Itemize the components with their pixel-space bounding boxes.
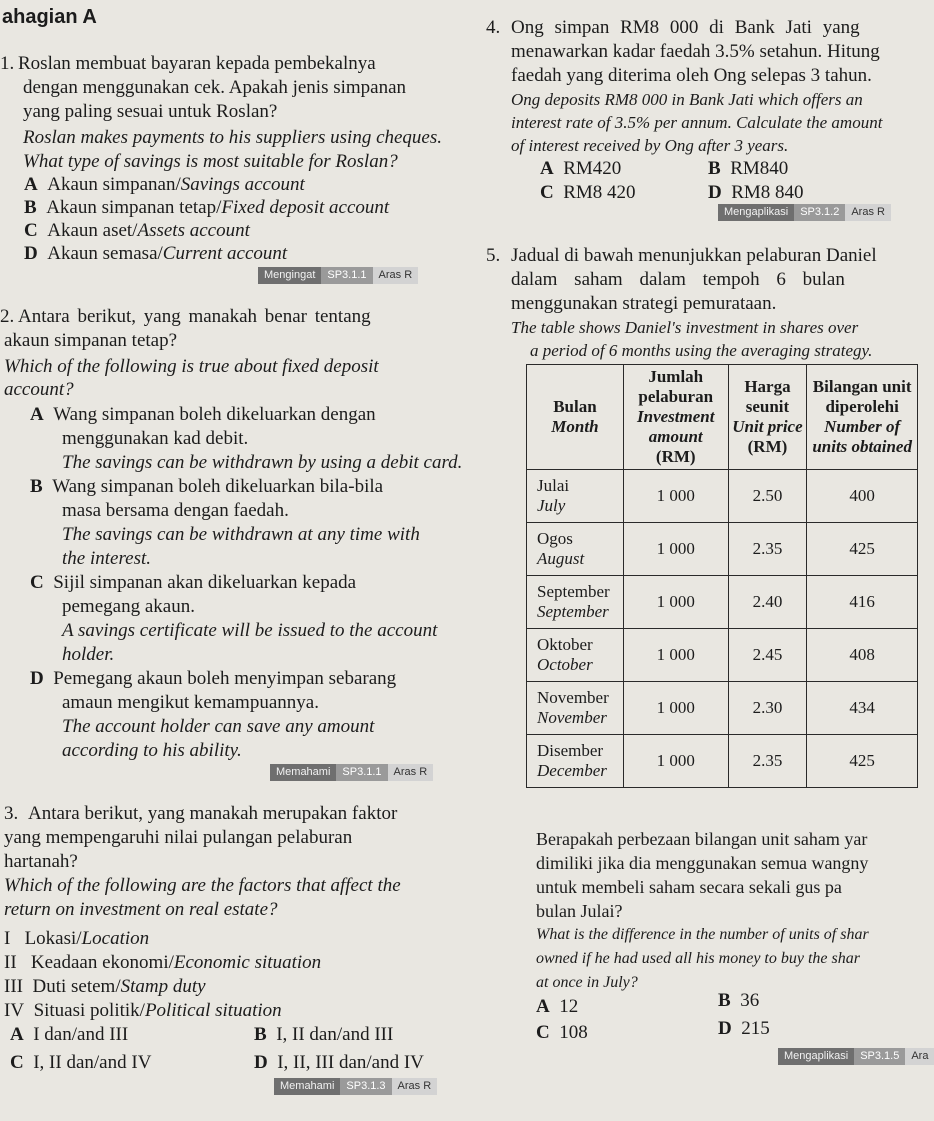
q3-item-3: III Duti setem/Stamp duty — [4, 976, 206, 997]
q5-number: 5. — [486, 245, 501, 266]
q1-line-1: Roslan membuat bayaran kepada pembekalnya — [18, 53, 376, 74]
q2-line-1: Antara berikut, yang manakah benar tentang — [18, 306, 371, 327]
table-row: Julai July 1 000 2.50 400 — [527, 470, 918, 523]
q4-option-c[interactable]: C RM8 420 — [540, 182, 636, 203]
q4-en-line-2: interest rate of 3.5% per annum. Calculate the amount — [511, 113, 883, 132]
th-units: Bilangan unit diperolehi Number of units obtained — [807, 365, 918, 470]
th-unit-price: Harga seunit Unit price (RM) — [728, 365, 807, 470]
table-row: Disember December 1 000 2.35 425 — [527, 735, 918, 788]
q4-option-d[interactable]: D RM8 840 — [708, 182, 804, 203]
q5-option-d[interactable]: D 215 — [718, 1018, 770, 1039]
q4-line-1: Ong simpan RM8 000 di Bank Jati yang — [511, 17, 860, 38]
q5-option-c[interactable]: C 108 — [536, 1022, 588, 1043]
q5-after-line-3: untuk membeli saham secara sekali gus pa — [536, 877, 842, 897]
q1-line-2: dengan menggunakan cek. Apakah jenis simpanan — [23, 77, 407, 98]
q4-skill-tag: Mengaplikasi SP3.1.2 Aras R — [718, 204, 891, 221]
q1-en-line-1: Roslan makes payments to his suppliers using cheques. — [23, 127, 443, 148]
q1-line-3: yang paling sesuai untuk Roslan? — [23, 101, 278, 122]
table-row: Ogos August 1 000 2.35 425 — [527, 523, 918, 576]
q4-option-a[interactable]: A RM420 — [540, 158, 622, 179]
q5-after-en-1: What is the difference in the number of units of shar — [536, 926, 869, 943]
q5-option-b[interactable]: B 36 — [718, 990, 760, 1011]
q5-line-2: dalam saham dalam tempoh 6 bulan — [511, 269, 845, 290]
q3-line-1: Antara berikut, yang manakah merupakan faktor — [28, 803, 398, 824]
q1-option-c[interactable]: C Akaun aset/Assets account — [24, 220, 250, 241]
q5-after-line-4: bulan Julai? — [536, 901, 623, 921]
q3-number: 3. — [4, 803, 19, 824]
q3-en-line-1: Which of the following are the factors that affect the — [4, 875, 401, 896]
q3-option-a[interactable]: A I dan/and III — [10, 1024, 129, 1045]
q2-en-line-1: Which of the following is true about fixed deposit — [4, 356, 379, 377]
investment-table — [526, 364, 918, 788]
table-header-row — [527, 365, 918, 470]
q5-option-a[interactable]: A 12 — [536, 996, 579, 1017]
q3-skill-tag: Memahami SP3.1.3 Aras R — [274, 1078, 437, 1095]
q5-line-1: Jadual di bawah menunjukkan pelaburan Daniel — [511, 245, 877, 266]
q4-line-3: faedah yang diterima oleh Ong selepas 3 tahun. — [511, 65, 872, 86]
q5-after-line-2: dimiliki jika dia menggunakan semua wangny — [536, 853, 869, 873]
q1-number: 1. — [0, 53, 15, 74]
q3-en-line-2: return on investment on real estate? — [4, 899, 278, 920]
q2-line-2: akaun simpanan tetap? — [4, 330, 178, 351]
q4-line-2: menawarkan kadar faedah 3.5% setahun. Hitung — [511, 41, 880, 62]
q5-line-3: menggunakan strategi pemurataan. — [511, 293, 777, 314]
q3-item-2: II Keadaan ekonomi/Economic situation — [4, 952, 322, 973]
q1-en-line-2: What type of savings is most suitable for Roslan? — [23, 151, 398, 172]
q4-number: 4. — [486, 17, 501, 38]
q5-en-line-2: a period of 6 months using the averaging strategy. — [530, 341, 873, 360]
q2-skill-tag: Memahami SP3.1.1 Aras R — [270, 764, 433, 781]
table-row: September September 1 000 2.40 416 — [527, 576, 918, 629]
th-month: Bulan Month — [527, 365, 624, 470]
q5-after-en-3: at once in July? — [536, 974, 638, 991]
table-row: Oktober October 1 000 2.45 408 — [527, 629, 918, 682]
q1-option-b[interactable]: B Akaun simpanan tetap/Fixed deposit account — [24, 197, 390, 218]
q3-option-c[interactable]: C I, II dan/and IV — [10, 1052, 152, 1073]
q3-option-d[interactable]: D I, II, III dan/and IV — [254, 1052, 424, 1073]
section-header: ahagian A — [2, 6, 97, 28]
q1-option-d[interactable]: D Akaun semasa/Current account — [24, 243, 288, 264]
q4-en-line-3: of interest received by Ong after 3 years. — [511, 136, 789, 155]
q5-after-en-2: owned if he had used all his money to buy the shar — [536, 950, 860, 967]
q1-option-a[interactable]: A Akaun simpanan/Savings account — [24, 174, 305, 195]
q5-skill-tag: Mengaplikasi SP3.1.5 Ara — [778, 1048, 934, 1065]
q3-item-1: I Lokasi/Location — [4, 928, 150, 949]
q1-skill-tag: Mengingat SP3.1.1 Aras R — [258, 267, 418, 284]
q5-after-line-1: Berapakah perbezaan bilangan unit saham yar — [536, 829, 868, 849]
q2-number: 2. — [0, 306, 15, 327]
th-investment: Jumlah pelaburan Investment amount (RM) — [623, 365, 728, 470]
table-row: November November 1 000 2.30 434 — [527, 682, 918, 735]
q3-line-3: hartanah? — [4, 851, 78, 872]
q3-item-4: IV Situasi politik/Political situation — [4, 1000, 282, 1021]
q3-option-b[interactable]: B I, II dan/and III — [254, 1024, 394, 1045]
q4-en-line-1: Ong deposits RM8 000 in Bank Jati which offers an — [511, 90, 863, 109]
q4-option-b[interactable]: B RM840 — [708, 158, 789, 179]
q5-en-line-1: The table shows Daniel's investment in shares over — [511, 318, 859, 337]
q2-en-line-2: account? — [4, 379, 74, 400]
q3-line-2: yang mempengaruhi nilai pulangan pelaburan — [4, 827, 353, 848]
